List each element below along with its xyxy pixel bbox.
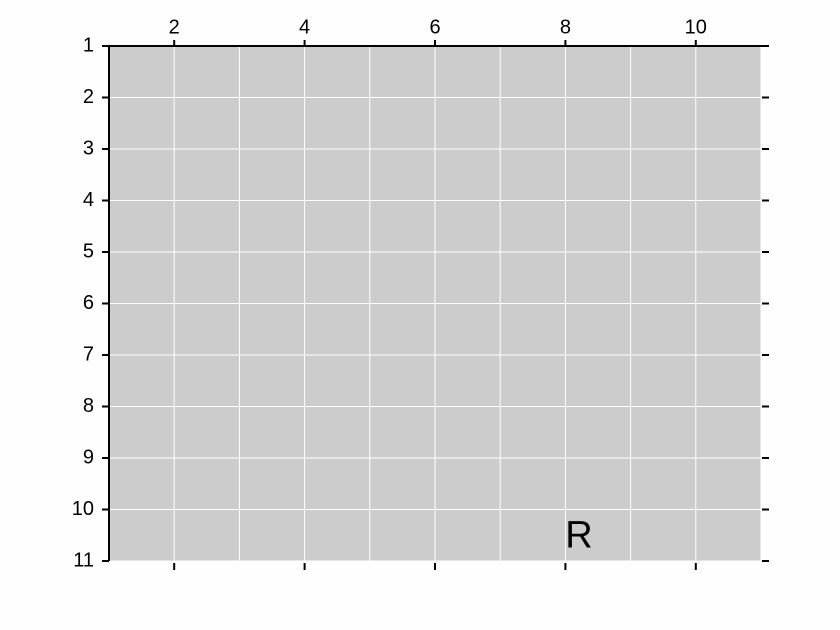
y-tick-label: 4 (82, 188, 94, 211)
x-tick-label: 4 (299, 16, 311, 39)
y-tick-label: 10 (71, 497, 94, 520)
y-tick-label: 6 (82, 291, 94, 314)
y-tick-label: 1 (82, 34, 94, 57)
y-tick-label: 11 (73, 549, 94, 572)
y-tick-label: 7 (82, 343, 94, 366)
y-tick-label: 3 (82, 137, 94, 160)
x-tick-label: 10 (684, 16, 707, 39)
y-tick-label: 2 (82, 85, 94, 108)
x-tick-label: 6 (429, 16, 441, 39)
x-tick-label: 2 (168, 16, 180, 39)
y-tick-label: 9 (82, 446, 94, 469)
y-tick-label: 8 (82, 394, 94, 417)
x-tick-label: 8 (559, 16, 571, 39)
pieces-layer (565, 514, 592, 556)
y-tick-label: 5 (82, 240, 94, 263)
board-piece[interactable]: R (565, 514, 593, 557)
